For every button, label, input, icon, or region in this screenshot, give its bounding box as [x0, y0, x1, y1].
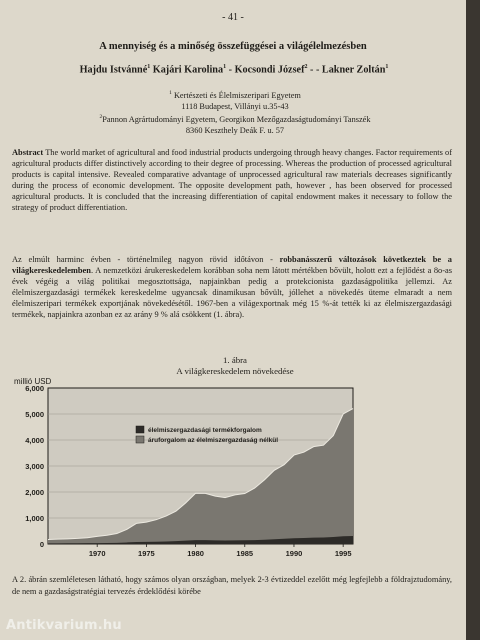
x-tick-label: 1985	[236, 549, 254, 558]
legend-swatch	[136, 436, 144, 443]
x-tick-label: 1970	[88, 549, 106, 558]
author-sup: 1	[385, 64, 389, 70]
chart-ylabel: millió USD	[14, 377, 52, 386]
author-name: Kajári Karolina	[152, 64, 224, 76]
book-edge	[466, 0, 480, 640]
paragraph-emphasis: robbanásszerű változások következtek be a világkereskedelemben	[12, 255, 452, 275]
article-title: A mennyiség és a minőség összefüggései a világélelmezésben	[99, 41, 367, 52]
legend-swatch	[136, 426, 144, 433]
y-tick-label: 0	[39, 540, 44, 549]
watermark: Antikvarium.hu	[6, 618, 122, 633]
abstract	[12, 148, 452, 213]
figure-number: 1. ábra	[223, 355, 247, 365]
chart	[8, 378, 388, 564]
y-tick-label: 4,000	[25, 436, 44, 445]
author-name: Hajdu Istvánné	[79, 64, 148, 76]
x-tick-label: 1980	[187, 549, 204, 558]
paragraph-text: . A nemzetközi árukereskedelem korábban soha nem látott mértékben bővült, holott ezt a fejlődést a 8o-as évek végéig a világ politikai megosztottsága, napjainkban pedig a protekcionista gazdaságpolitika jellemzi. Az élelmiszergazdasági termékek kereskedelme ugyancsak dinamikusan bővült, jóllehet a növekedés üteme elmaradt a nem élelmiszeripari termékek exportjának növekedésétől. 1967-ben a világexportnak még 15 %-át tették ki az élelmiszergazdasági termékek, napjainkra azonban ez az arány 9 % alá csökkent (1. ábra).	[12, 265, 452, 319]
affiliation-sup: 1	[169, 90, 172, 96]
figure-caption	[60, 355, 410, 377]
body-paragraph-2: A 2. ábrán szemléletesen látható, hogy számos olyan országban, melyek 2-3 évtizeddel ezelőtt még legfejlebb a földrajztudomány, de nem a gazdaságstratégiai tervezés érdeklődési körébe	[12, 575, 452, 596]
figure-title: A világkereskedelem növekedése	[176, 366, 294, 376]
y-tick-label: 1,000	[25, 514, 44, 523]
y-tick-label: 3,000	[25, 462, 44, 471]
author-name: Lakner Zoltán	[321, 64, 386, 76]
page-number: - 41 -	[222, 12, 244, 23]
affiliation-line: Kertészeti és Élelmiszeripari Egyetem	[173, 90, 301, 100]
y-tick-label: 2,000	[25, 488, 44, 497]
x-tick-label: 1995	[334, 549, 352, 558]
y-tick-label: 5,000	[25, 410, 44, 419]
area-chart	[8, 378, 388, 564]
x-tick-label: 1990	[285, 549, 303, 558]
author-sup: 1	[147, 64, 151, 70]
abstract-text: The world market of agricultural and food industrial products undergoing through heavy changes. Factor requirements of agricultural products differ distinctively according to their degree of processing. Whereas the production of processed agricultural products is capital intensive. Revealed comparative advantage of unprocessed agricultural raw materials decreases significantly during the process of economic development. The opposite development path, however , has been observed for processed agricultural products. It is concluded that the increasing differentiation of capital endowment makes it necessary to follow the strategy of product differentiation.	[12, 148, 452, 212]
paragraph-text: Az elmúlt harminc évben - történelmileg nagyon rövid időtávon -	[12, 255, 280, 264]
author-name: Kocsondi József	[234, 64, 305, 76]
author-sup: 1	[223, 64, 227, 70]
author-sup: 2	[304, 64, 308, 70]
affiliation-sup: 2	[99, 114, 103, 120]
abstract-label: Abstract	[12, 148, 44, 157]
legend-label: élelmiszergazdasági termékforgalom	[148, 427, 262, 434]
affiliation-2	[40, 112, 430, 136]
affiliation-address: 1118 Budapest, Villányi u.35-43	[181, 101, 289, 111]
affiliation-1	[40, 88, 430, 112]
author-line: Hajdu Istvánné$^1$ Kajári Karolina$^1$ - Kocsondi József$^2$ - - Lakner Zoltán$^1$	[79, 64, 389, 76]
y-tick-label: 6,000	[25, 384, 44, 393]
x-tick-label: 1975	[138, 549, 155, 558]
legend-label: áruforgalom az élelmiszergazdaság nélkül	[148, 437, 279, 444]
affiliation-address: 8360 Keszthely Deák F. u. 57	[185, 125, 285, 135]
body-paragraph-1	[12, 255, 452, 320]
affiliation-line: Pannon Agrártudományi Egyetem, Georgikon Mezőgazdaságtudományi Tanszék	[102, 114, 371, 124]
